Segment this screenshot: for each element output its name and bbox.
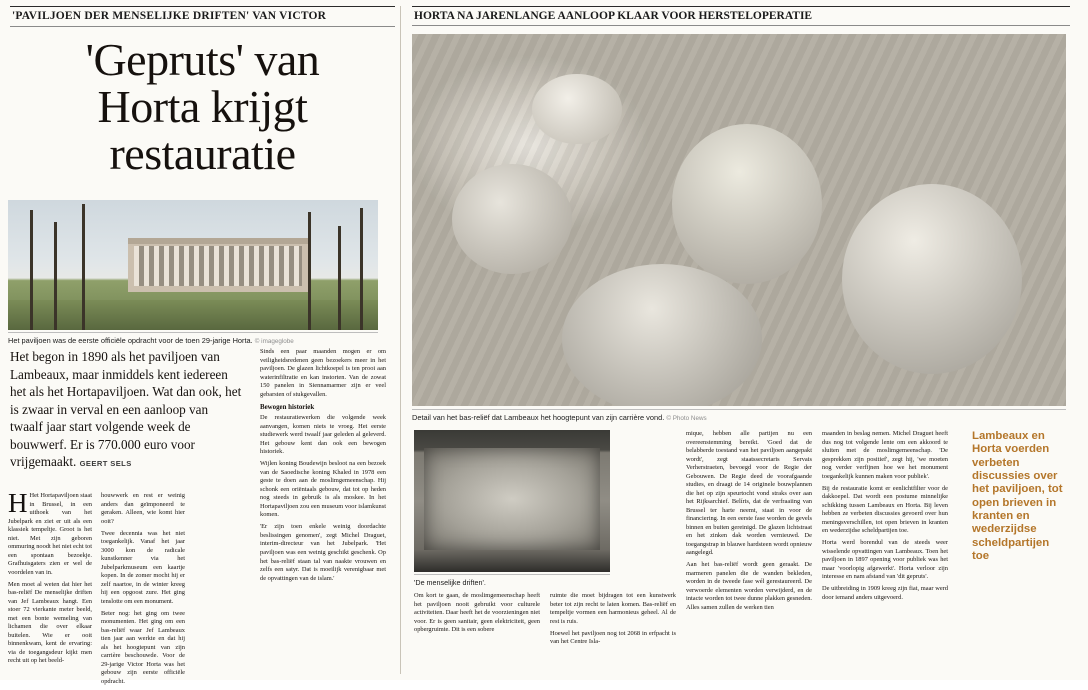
relief-interior-art bbox=[414, 430, 610, 572]
byline: GEERT SELS bbox=[79, 459, 132, 469]
photo-grass bbox=[8, 300, 378, 330]
paragraph: De restauratiewerken die volgende week aanvangen, komen niets te vroeg. Het eerste studiewerk werd twaalf jaar geleden al geleverd. Het gebouw kent dan ook een bewogen historiek. bbox=[260, 414, 386, 456]
left-column-4-spacer bbox=[287, 492, 371, 690]
column-divider bbox=[400, 6, 401, 674]
paragraph bbox=[8, 488, 92, 577]
relief-disc bbox=[532, 74, 622, 144]
pull-quote: Lambeaux en Horta voerden verbeten discussies over het paviljoen, tot open brieven in kranten en wederzijdse scheldpartijen toe bbox=[972, 430, 1063, 563]
paragraph: ruimte die moet bijdragen tot een kunstwerk beter tot zijn recht te laten komen. Bas-reliëf en tempeltje vormen een harmonieus geheel. Al de rest is ruis. bbox=[550, 592, 676, 625]
relief-figure bbox=[562, 264, 762, 406]
paragraph: Aan het bas-reliëf wordt geen geraakt. De marmeren panelen die de wanden bekleden, worden in de tweede fase wél gerestaureerd. De verwoerde elementen worden verwijderd, en de intacte worden tot twee dunne plakken gesneden. Alles samen zullen de werken tien bbox=[686, 561, 812, 611]
paragraph: Bij de restauratie komt er eenlichtfilter voor de dakkoepel. Dat wordt een postume minnelijke schikking tussen Lambeaux en Horta. Bij leven hebben ze verbeten discussies gevoerd over hun meningsverschillen, tot open brieven in kranten en wederzijdse scheldpartijen toe. bbox=[822, 484, 948, 535]
paragraph: 'Er zijn toen enkele weinig doordachte beslissingen genomen', zegt Michel Draguet, interim-directeur van het Jubelpark. 'Het paviljoen was een weinig geschikt geschenk. Op het bas-reliëf staan tal van naakte vrouwen en zelfs een satyr. Dat is moeilijk verenigbaar met de opvattingen van de islam.' bbox=[260, 523, 386, 582]
lede-text: Het begon in 1890 als het paviljoen van Lambeaux, maar inmiddels kent iedereen het als het Hortapaviljoen. Wat dan ook, het is zwaar in verval en een aanloop van twaalf jaar start volgende week de bouwwerf. Er is 770.000 euro voor vrijgemaakt. bbox=[10, 349, 242, 470]
photo-tree bbox=[54, 222, 57, 330]
paragraph: Wijlen koning Boudewijn besloot na een bezoek van de Saoedische koning Khaled in 1978 een geste te doen aan de moslimgemeenschap. Hij schonk een oriëntaals gebouw, dat tot op heden nog steeds in gebruik is als moskee. In het Hortapaviljoen zou een museum voor islamkunst komen. bbox=[260, 460, 386, 519]
pavilion-photo-caption bbox=[8, 332, 378, 345]
right-column-2 bbox=[550, 592, 676, 650]
photo-tree bbox=[360, 208, 363, 330]
caption-text: Detail van het bas-reliëf dat Lambeaux het hoogtepunt van zijn carrière vond. bbox=[412, 412, 665, 422]
photo-tree bbox=[308, 212, 311, 330]
paragraph: maanden in beslag nemen. Michel Draguet heeft dus nog tot volgende lente om een akkoord te sluiten met de moslimgemeenschap. 'De gesprekken zijn positief', zegt hij, 'we moeten nog verder verfijnen hoe we het monument toegankelijk kunnen maken voor publiek'. bbox=[822, 430, 948, 480]
paragraph: mique, hebben alle partijen nu een overeenstemming bereikt. 'Goed dat de belabberde toestand van het paviljoen aangepakt wordt', zegt staatssecretaris Servais Verherstraeten, bevoegd voor de Regie der Gebouwen. De Regie deed de voorafgaande studies, en draagt de 14 originele bouwplannen die het op zijn speurtocht vond straks over aan het Rijksarchief. Belíris, dat de verfraaiing van Brussel ter harte neemt, staat in voor de financiering. In een eerste fase worden de gevels binnen en buiten gereinigd. De glazen lichtstraat en het zinken dak worden vernieuwd. De toegangstrap in blauwe hardsteen wordt opnieuw aangelegd. bbox=[686, 430, 812, 557]
pavilion-photo-block bbox=[8, 200, 378, 345]
paragraph: Horta werd borendul van de steeds weer wisselende opvattingen van Lambeaux. Toen het paviljoen in 1897 opening voor publiek was het maar 'voorlopig afgewerkt'. Horta verloor zijn interesse en nam afstand van 'dit gepruts'. bbox=[822, 539, 948, 581]
paragraph: Hoewel het paviljoen nog tot 2068 in erfpacht is van het Centre Isla- bbox=[550, 629, 676, 646]
right-column-3 bbox=[686, 430, 812, 616]
hero-photo-caption bbox=[412, 409, 1066, 422]
paragraph: Twee decennia was het niet toegankelijk. Vanaf het jaar 3000 kon de radicale kunstkenner via het Jubelparkmuseum een kaartje kopen. In de zomer mocht hij er zelf naartoe, in de winter kreeg hij een opgoost zure. Het ging tenslotte om een monument. bbox=[101, 529, 185, 605]
pavilion-photo bbox=[8, 200, 378, 330]
subhead-bewogen-historiek: Bewogen historiek bbox=[260, 404, 315, 412]
right-column-1 bbox=[414, 592, 540, 638]
right-kicker: HORTA NA JARENLANGE AANLOOP KLAAR VOOR HERSTELOPERATIE bbox=[412, 6, 1070, 26]
caption-credit: © imageglobe bbox=[254, 337, 294, 345]
paragraph: Sinds een paar maanden mogen er om veiligheidsredenen geen bezoekers meer in het paviljoen. De glazen lichtkoepel is ten prooi aan waterinfiltratie en kan instorten. Van de zowat 150 panelen in Siennamarmer zijn er veel gebarsten of stukgevallen. bbox=[260, 348, 386, 398]
paragraph: Beter nog: het ging om twee monumenten. Het ging om een bas-reliëf waar Jef Lambeaux tien jaar aan werkte en dat hij als het hoogtepunt van zijn carrière beschouwde. Voor de 29-jarige Victor Horta was het gebouw zijn eerste officiële opdracht. bbox=[101, 609, 185, 685]
relief-interior-caption: 'De menselijke driften'. bbox=[414, 574, 610, 587]
relief-interior-photo-block bbox=[414, 430, 610, 587]
relief-interior-photo bbox=[414, 430, 610, 572]
dropcap: H bbox=[8, 488, 28, 518]
hero-relief-photo bbox=[412, 34, 1066, 406]
photo-tree bbox=[338, 226, 341, 330]
headline-line-3: restauratie bbox=[109, 128, 296, 180]
relief-figure bbox=[452, 164, 572, 274]
left-kicker: 'PAVILJOEN DER MENSELIJKE DRIFTEN' VAN VICTOR bbox=[10, 6, 395, 27]
left-column-2 bbox=[101, 492, 185, 690]
right-column-4 bbox=[822, 430, 948, 606]
right-article bbox=[412, 6, 1078, 646]
relief-figure bbox=[842, 184, 1022, 374]
paragraph: Om kort te gaan, de moslimgemeenschap heeft het paviljoen nooit gebruikt voor culturele activiteiten. Daar heeft het de voorzieningen niet voor. Er is geen sanitair, geen elektriciteit, geen opbergruimte. Dit is een sobere bbox=[414, 592, 540, 634]
photo-tree bbox=[30, 210, 33, 330]
paragraph-text: Het Hortapaviljoen staat in Brussel, in een uithoek van het Jubelpark en ziet er uit als een klassiek tempeltje. Groot is het niet. Met zijn geboren ommuring noodt het niet echt tot een spontaan bezoekje. Grafhuisgaters zien er wel de voordelen van in. bbox=[8, 492, 92, 576]
photo-pavilion-columns bbox=[134, 246, 302, 286]
paragraph: houwwerk en rest er weinig anders dan geïmponeerd te geraken. Alleen, wie komt hier ooit? bbox=[101, 492, 185, 525]
headline-line-1: 'Gepruts' van bbox=[85, 34, 320, 86]
paragraph: Men moet al weten dat hier het bas-reliëf De menselijke driften van Jef Lambeaux hangt. Een stoer 72 vierkante meter beeld, met een bonte wemeling van lichamen die over elkaar buitelen. Wie er ooit binnenkwam, kent de ervaring: via de toegangsdeur kijkt men recht uit op het beeld- bbox=[8, 580, 92, 665]
caption-text: Het paviljoen was de eerste officiële opdracht voor de toen 29-jarige Horta. bbox=[8, 335, 253, 345]
left-headline bbox=[14, 34, 391, 180]
relief-figure bbox=[672, 124, 822, 284]
left-column-3-spacer bbox=[194, 492, 278, 690]
paragraph: De uitbreiding in 1909 kreeg zijn fiat, maar werd door iemand anders uitgevoerd. bbox=[822, 585, 948, 601]
headline-line-2: Horta krijgt bbox=[97, 81, 308, 133]
left-column-1 bbox=[8, 488, 92, 690]
left-lede bbox=[10, 348, 242, 471]
caption-credit: © Photo News bbox=[666, 414, 707, 422]
photo-tree bbox=[82, 204, 85, 330]
